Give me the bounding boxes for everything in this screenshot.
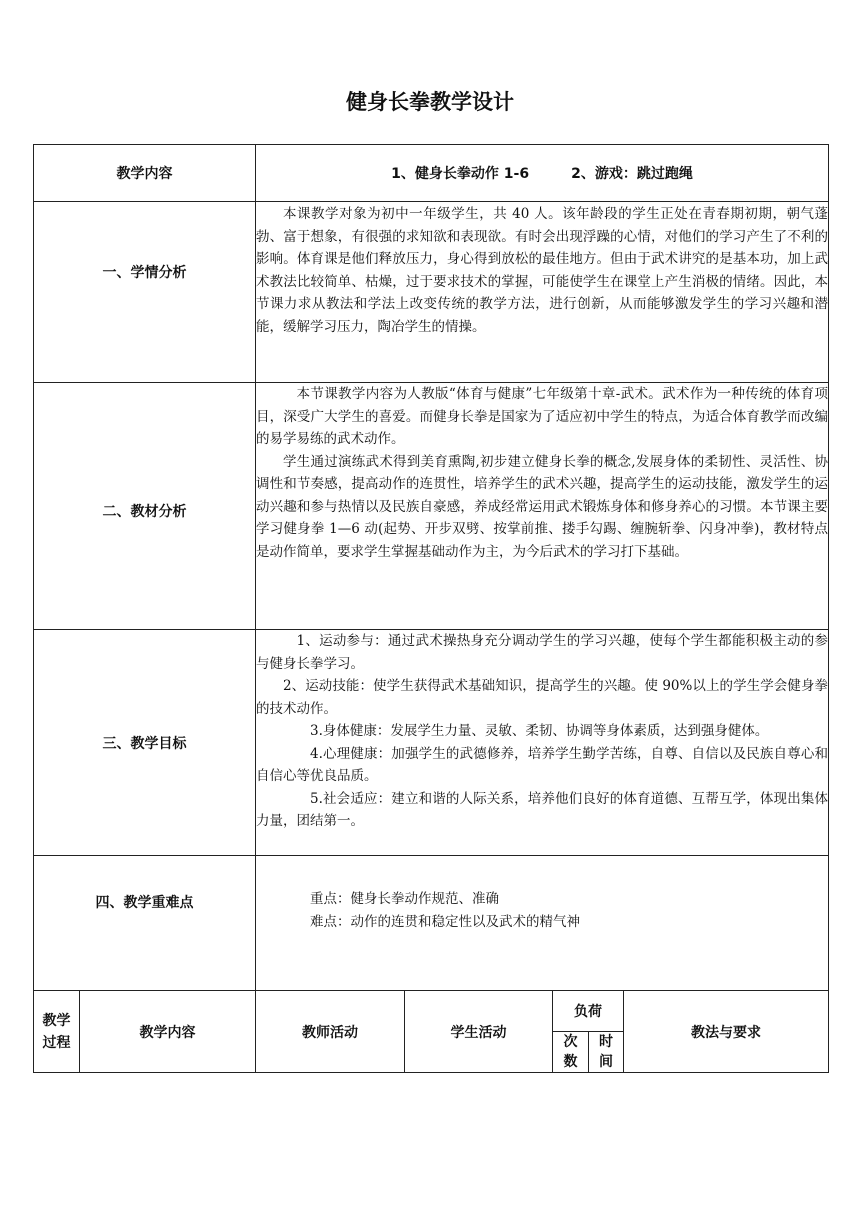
time-header: 时间	[589, 1032, 624, 1073]
section-row-student-analysis	[34, 202, 829, 383]
section-body	[256, 630, 829, 856]
content-row	[34, 145, 829, 202]
teacher-activity-header: 教师活动	[256, 991, 405, 1073]
section-body	[256, 202, 829, 383]
load-header: 负荷	[553, 991, 624, 1032]
paragraph: 重点：健身长拳动作规范、准确	[310, 891, 499, 907]
section-label: 一、学情分析	[34, 202, 256, 383]
section-row-teaching-goals	[34, 630, 829, 856]
process-label: 教学过程	[34, 991, 80, 1073]
paragraph: 本课教学对象为初中一年级学生，共 40 人。该年龄段的学生正处在青春期初期，朝气蓬勃、富于想象，有很强的求知欲和表现欲。有时会出现浮躁的心情，对他们的学习产生了不利的影响。体育课是他们释放压力，身心得到放松的最佳地方。但由于武术讲究的是基本功，加上武术教法比较简单、枯燥，过于要求技术的掌握，可能使学生在课堂上产生消极的情绪。因此，本节课力求从教法和学法上改变传统的教学方法，进行创新，从而能够激发学生的学习兴趣和潜能，缓解学习压力，陶冶学生的情操。	[256, 206, 829, 335]
section-body	[256, 856, 829, 991]
content-label: 教学内容	[34, 145, 256, 202]
method-header: 教法与要求	[624, 991, 829, 1073]
process-content-header: 教学内容	[80, 991, 256, 1073]
lesson-plan-table	[33, 144, 829, 1073]
paragraph: 1、运动参与：通过武术操热身充分调动学生的学习兴趣，使每个学生都能积极主动的参与健身长拳学习。	[256, 633, 829, 672]
paragraph: 本节课教学内容为人教版“体育与健康”七年级第十章-武术。武术作为一种传统的体育项目，深受广大学生的喜爱。而健身长拳是国家为了适应初中学生的特点，为适合体育教学而改编的易学易练的武术动作。	[256, 386, 829, 447]
content-item-1: 1、健身长拳动作 1-6	[391, 166, 530, 182]
paragraph: 5.社会适应：建立和谐的人际关系，培养他们良好的体育道德、互帮互学，体现出集体力量，团结第一。	[256, 790, 829, 829]
section-row-key-points	[34, 856, 829, 991]
content-item-2: 2、游戏：跳过跑绳	[571, 166, 693, 182]
paragraph: 3.身体健康：发展学生力量、灵敏、柔韧、协调等身体素质，达到强身健体。	[310, 723, 769, 739]
paragraph: 2、运动技能：使学生获得武术基础知识，提高学生的兴趣。使 90%以上的学生学会健身拳的技术动作。	[256, 678, 829, 717]
section-label: 四、教学重难点	[34, 856, 256, 991]
page-title: 健身长拳教学设计	[346, 90, 514, 114]
count-header: 次数	[553, 1032, 589, 1073]
content-items	[256, 145, 829, 202]
process-header-row-1	[34, 991, 829, 1032]
paragraph: 4.心理健康：加强学生的武德修养，培养学生勤学苦练，自尊、自信以及民族自尊心和自信心等优良品质。	[256, 745, 829, 784]
section-row-material-analysis	[34, 383, 829, 630]
paragraph: 难点：动作的连贯和稳定性以及武术的精气神	[310, 913, 580, 930]
section-label: 二、教材分析	[34, 383, 256, 630]
student-activity-header: 学生活动	[405, 991, 553, 1073]
section-label: 三、教学目标	[34, 630, 256, 856]
section-body	[256, 383, 829, 630]
paragraph: 学生通过演练武术得到美育熏陶,初步建立健身长拳的概念,发展身体的柔韧性、灵活性、协调性和节奏感，提高动作的连贯性，培养学生的武术兴趣，提高学生的运动技能，激发学生的运动兴趣和参与热情以及民族自豪感，养成经常运用武术锻炼身体和修身养心的习惯。本节课主要学习健身拳 1—6 动(起势、开步双劈、按掌前推、搂手勾踢、缠腕斩拳、闪身冲拳)，教材特点是动作简单，要求学生掌握基础动作为主，为今后武术的学习打下基础。	[256, 453, 829, 560]
